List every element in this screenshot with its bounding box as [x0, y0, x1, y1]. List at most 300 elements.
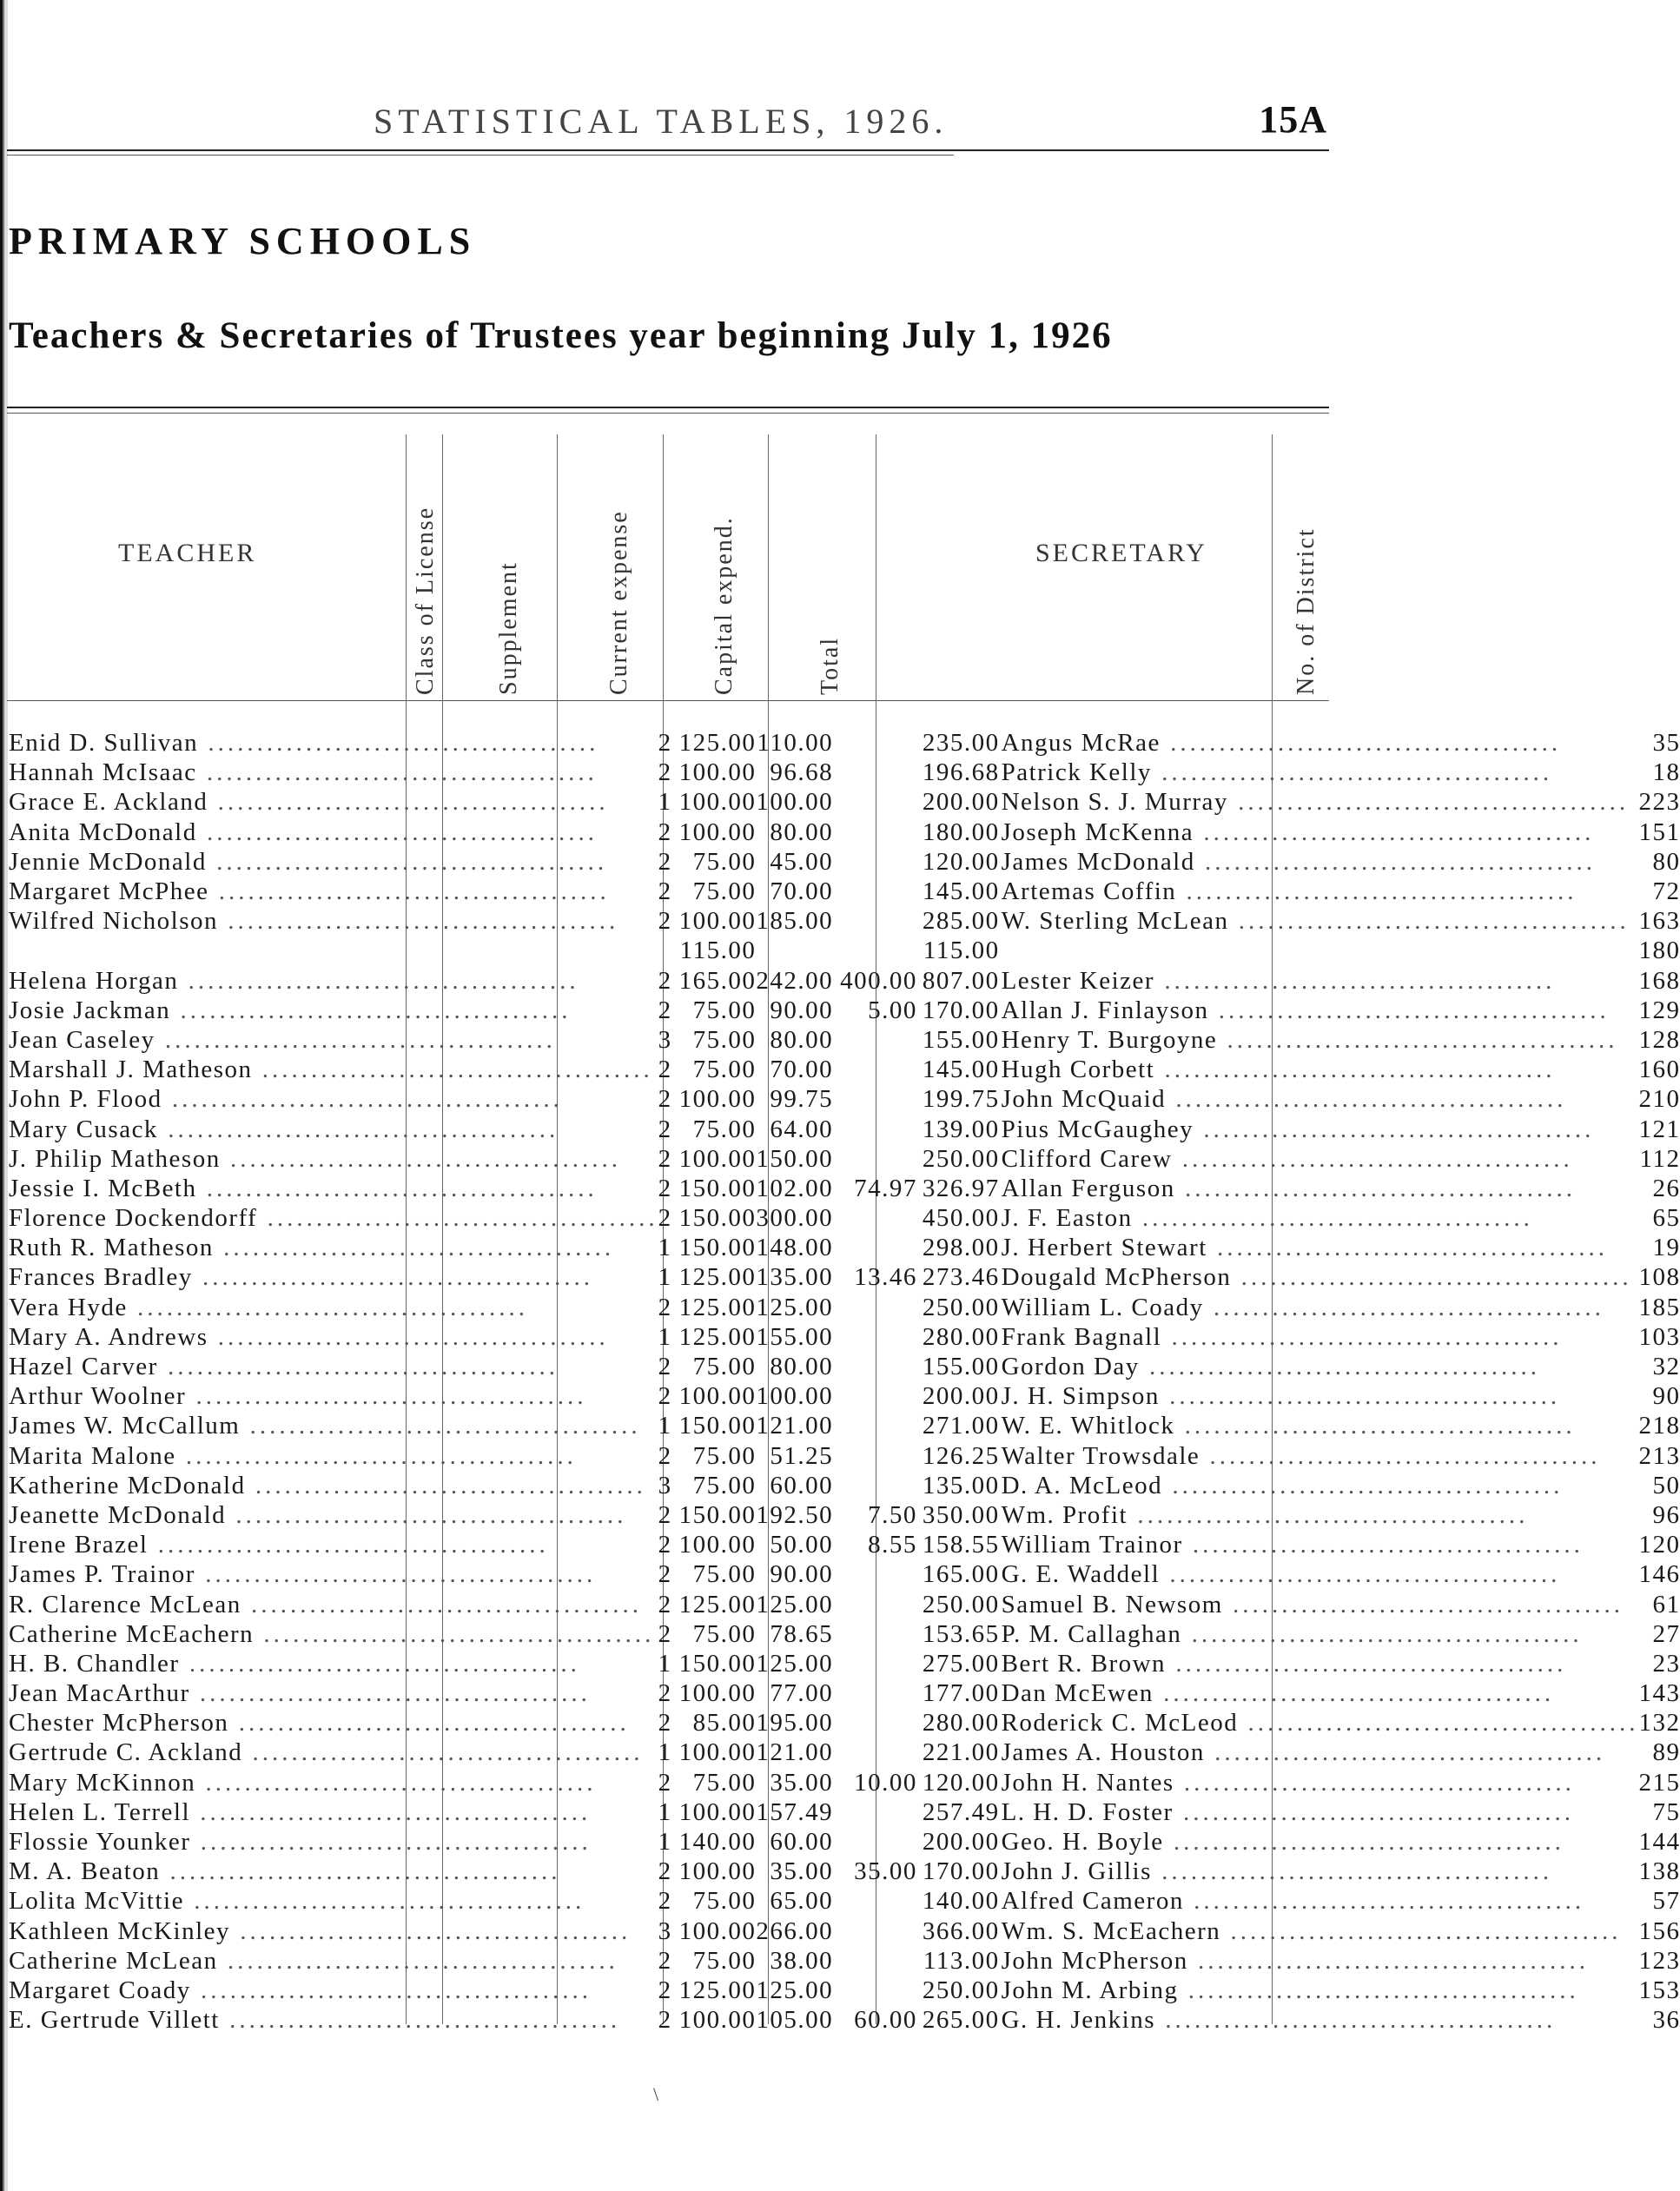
cell-secretary: [1000, 758, 1639, 787]
cell-secretary-text: G. H. Jenkins: [1001, 2006, 1155, 2035]
cell-capital-expend: [840, 906, 923, 936]
dot-leader: ........................................: [254, 1619, 655, 1648]
table-row: [9, 1114, 1680, 1143]
cell-current-expense-text: 90.00: [770, 1560, 834, 1589]
cell-current-expense-text: 35.00: [770, 1768, 834, 1797]
cell-district: [1638, 1678, 1680, 1708]
dot-leader: ........................................: [1151, 1857, 1553, 1886]
cell-class-of-license: [658, 1649, 679, 1678]
cell-district-text: 160: [1638, 1056, 1680, 1084]
cell-secretary-text: Dougald McPherson: [1001, 1263, 1232, 1292]
cell-secretary: [1000, 1144, 1639, 1174]
dot-leader: ........................................: [240, 1412, 641, 1440]
cell-class-of-license: [658, 1203, 679, 1233]
cell-total-text: 155.00: [922, 1025, 1000, 1054]
cell-total: [923, 1114, 1000, 1143]
cell-class-of-license-text: 2: [658, 1946, 672, 1975]
cell-current-expense-text: 50.00: [770, 1531, 834, 1559]
cell-district: [1638, 1857, 1680, 1886]
cell-capital-expend-text: 5.00: [868, 996, 917, 1024]
dot-leader: ........................................: [189, 1679, 591, 1708]
cell-current-expense-text: 121.00: [756, 1738, 834, 1767]
cell-capital-expend: [840, 1708, 923, 1738]
cell-district: [1638, 1530, 1680, 1559]
dot-leader: ........................................: [219, 2006, 621, 2035]
cell-class-of-license-text: 2: [658, 1500, 672, 1529]
cell-teacher-text: Anita McDonald: [9, 817, 197, 846]
cell-class-of-license-text: 2: [658, 1144, 672, 1173]
cell-class-of-license-text: 2: [658, 996, 672, 1024]
cell-district-text: 153: [1638, 1976, 1680, 2004]
cell-total-text: 235.00: [922, 729, 1000, 758]
cell-supplement: [679, 906, 757, 936]
cell-supplement: [679, 787, 757, 817]
cell-secretary: [1000, 1084, 1639, 1114]
cell-current-expense: [756, 1738, 840, 1767]
cell-secretary-text: John McQuaid: [1001, 1085, 1167, 1114]
cell-supplement-text: 75.00: [692, 1560, 757, 1589]
cell-district-text: 163: [1638, 907, 1680, 936]
cell-current-expense-text: 78.65: [770, 1619, 834, 1648]
cell-supplement-text: 100.00: [678, 1085, 757, 1114]
cell-class-of-license: [658, 1559, 679, 1589]
cell-teacher: [9, 1797, 658, 1827]
cell-current-expense: [756, 966, 840, 996]
cell-class-of-license: [658, 1619, 679, 1649]
cell-teacher-text: Margaret McPhee: [9, 877, 209, 906]
cell-supplement: [679, 1471, 757, 1500]
cell-current-expense-text: 64.00: [770, 1115, 834, 1143]
cell-supplement: [679, 1708, 757, 1738]
dot-leader: ........................................: [213, 1234, 615, 1262]
cell-teacher: [9, 2005, 658, 2035]
cell-teacher: [9, 1559, 658, 1589]
dot-leader: ........................................: [1154, 1056, 1556, 1084]
cell-supplement: [679, 877, 757, 906]
cell-supplement-text: 125.00: [678, 729, 757, 758]
dot-leader: ........................................: [245, 1471, 646, 1499]
dot-leader: ........................................: [1166, 1085, 1567, 1114]
cell-supplement: [679, 1649, 757, 1678]
cell-supplement-text: 150.00: [678, 1234, 757, 1262]
cell-current-expense: [756, 787, 840, 817]
table-row: [9, 1233, 1680, 1262]
dot-leader: ........................................: [195, 1560, 597, 1589]
teachers-table: [9, 728, 1680, 2035]
cell-secretary: [1000, 1471, 1639, 1500]
dot-leader: ........................................: [1151, 758, 1553, 787]
cell-capital-expend: [840, 1471, 923, 1500]
cell-capital-expend: [840, 1114, 923, 1143]
cell-district-text: 61: [1652, 1590, 1680, 1618]
cell-class-of-license: [658, 936, 679, 965]
cell-class-of-license: [658, 966, 679, 996]
cell-teacher-text: Flossie Younker: [9, 1828, 191, 1857]
table-row: [9, 936, 1680, 965]
cell-class-of-license-text: 3: [658, 1471, 672, 1499]
header-rule-thin: [7, 155, 954, 156]
cell-teacher: [9, 1203, 658, 1233]
cell-total-text: 200.00: [922, 1382, 1000, 1411]
cell-class-of-license-text: 2: [658, 1768, 672, 1797]
cell-current-expense: [756, 1619, 840, 1649]
cell-district: [1638, 1322, 1680, 1352]
cell-total-text: 250.00: [922, 1144, 1000, 1173]
cell-supplement-text: 125.00: [678, 1263, 757, 1292]
cell-supplement: [679, 1797, 757, 1827]
cell-supplement-text: 100.00: [678, 788, 757, 817]
cell-total: [923, 2005, 1000, 2035]
cell-district-text: 50: [1652, 1471, 1680, 1499]
cell-class-of-license: [658, 1114, 679, 1143]
cell-capital-expend-text: 35.00: [854, 1857, 917, 1886]
cell-secretary: [1000, 1174, 1639, 1203]
cell-supplement: [679, 817, 757, 847]
cell-total: [923, 847, 1000, 877]
cell-teacher-text: Catherine McEachern: [9, 1619, 255, 1648]
cell-capital-expend: [840, 1738, 923, 1767]
cell-teacher-text: R. Clarence McLean: [9, 1590, 241, 1618]
cell-supplement-text: 150.00: [678, 1500, 757, 1529]
cell-teacher-text: Mary Cusack: [9, 1115, 158, 1143]
table-row: [9, 1471, 1680, 1500]
cell-supplement-text: 100.00: [678, 817, 757, 846]
dot-leader: ........................................: [127, 1293, 528, 1321]
cell-supplement: [679, 1203, 757, 1233]
cell-current-expense-text: 125.00: [756, 1976, 834, 2004]
cell-class-of-license: [658, 1827, 679, 1857]
cell-teacher: [9, 906, 658, 936]
cell-secretary-text: John M. Arbing: [1001, 1976, 1179, 2004]
cell-capital-expend: [840, 996, 923, 1025]
cell-current-expense-text: 96.68: [770, 758, 834, 787]
cell-current-expense: [756, 1530, 840, 1559]
cell-secretary-text: Roderick C. McLeod: [1001, 1709, 1239, 1738]
header-bottom-rule: [7, 700, 1329, 701]
cell-supplement-text: 100.00: [678, 1738, 757, 1767]
cell-supplement: [679, 1886, 757, 1916]
cell-class-of-license-text: 2: [658, 1560, 672, 1589]
cell-class-of-license-text: 1: [658, 1738, 672, 1767]
dot-leader: ........................................: [183, 1887, 585, 1916]
cell-current-expense: [756, 1976, 840, 2005]
dot-leader: ........................................: [1217, 1025, 1618, 1054]
cell-total-text: 273.46: [922, 1263, 1000, 1292]
dot-leader: ........................................: [220, 1144, 621, 1173]
cell-secretary: [1000, 1322, 1639, 1352]
cell-district-text: 128: [1638, 1025, 1680, 1054]
cell-teacher: [9, 1976, 658, 2005]
cell-secretary-text: Bert R. Brown: [1001, 1649, 1167, 1678]
cell-secretary-text: Angus McRae: [1001, 729, 1161, 758]
cell-supplement-text: 150.00: [678, 1174, 757, 1202]
subtitle: Teachers & Secretaries of Trustees year beginning July 1, 1926: [9, 315, 1113, 356]
page-number: 15A: [1259, 98, 1327, 141]
cell-teacher-text: Grace E. Ackland: [9, 788, 208, 817]
cell-secretary: [1000, 728, 1639, 758]
cell-teacher-text: Hannah McIsaac: [9, 758, 197, 787]
cell-secretary-text: Henry T. Burgoyne: [1001, 1025, 1218, 1054]
cell-teacher-text: E. Gertrude Villett: [9, 2006, 220, 2035]
cell-teacher: [9, 1114, 658, 1143]
dot-leader: ........................................: [196, 1174, 598, 1202]
cell-secretary-text: Allan Ferguson: [1001, 1174, 1175, 1202]
cell-capital-expend: [840, 1589, 923, 1618]
cell-secretary: [1000, 1411, 1639, 1440]
cell-teacher: [9, 1500, 658, 1530]
cell-supplement: [679, 1025, 757, 1055]
cell-class-of-license-text: 2: [658, 1056, 672, 1084]
cell-teacher-text: Lolita McVittie: [9, 1887, 184, 1916]
cell-supplement: [679, 1174, 757, 1203]
cell-district-text: 103: [1638, 1322, 1680, 1351]
cell-secretary-text: L. H. D. Foster: [1001, 1797, 1174, 1826]
header-rule: [7, 149, 1329, 151]
cell-total: [923, 1886, 1000, 1916]
cell-class-of-license-text: 1: [658, 1234, 672, 1262]
cell-supplement: [679, 728, 757, 758]
cell-district-text: 144: [1638, 1828, 1680, 1857]
cell-secretary-text: Gordon Day: [1001, 1353, 1140, 1381]
cell-secretary-text: John H. Nantes: [1001, 1768, 1174, 1797]
cell-capital-expend: [840, 1857, 923, 1886]
cell-capital-expend: [840, 1797, 923, 1827]
dot-leader: ........................................: [1176, 877, 1577, 906]
cell-total-text: 200.00: [922, 788, 1000, 817]
cell-secretary: [1000, 787, 1639, 817]
cell-capital-expend: [840, 1619, 923, 1649]
cell-district-text: 80: [1652, 847, 1680, 876]
cell-class-of-license: [658, 1293, 679, 1322]
dot-leader: ........................................: [1154, 966, 1556, 995]
cell-total-text: 265.00: [922, 2006, 1000, 2035]
cell-district-text: 129: [1638, 996, 1680, 1024]
cell-supplement: [679, 1559, 757, 1589]
cell-capital-expend: [840, 1203, 923, 1233]
dot-leader: ........................................: [1194, 847, 1596, 876]
cell-capital-expend: [840, 1381, 923, 1411]
cell-current-expense-text: 155.00: [756, 1322, 834, 1351]
cell-secretary: [1000, 936, 1639, 965]
cell-district: [1638, 1649, 1680, 1678]
cell-total-text: 271.00: [922, 1412, 1000, 1440]
dot-leader: ........................................: [1128, 1500, 1529, 1529]
cell-current-expense: [756, 1678, 840, 1708]
cell-teacher: [9, 1530, 658, 1559]
cell-total-text: 180.00: [922, 817, 1000, 846]
cell-capital-expend: [840, 1293, 923, 1322]
table-row: [9, 1916, 1680, 1946]
cell-current-expense-text: 150.00: [756, 1144, 834, 1173]
cell-total: [923, 787, 1000, 817]
table-row: [9, 966, 1680, 996]
cell-current-expense: [756, 1144, 840, 1174]
cell-class-of-license: [658, 2005, 679, 2035]
cell-current-expense-text: 90.00: [770, 996, 834, 1024]
cell-district: [1638, 877, 1680, 906]
cell-class-of-license: [658, 1678, 679, 1708]
cell-total-text: 285.00: [922, 907, 1000, 936]
column-header-current-expense: Current expense: [605, 510, 632, 695]
cell-total: [923, 1233, 1000, 1262]
cell-total-text: 170.00: [922, 996, 1000, 1024]
cell-class-of-license-text: 2: [658, 1709, 672, 1738]
dot-leader: ........................................: [1174, 1412, 1576, 1440]
table-row: [9, 877, 1680, 906]
table-row: [9, 1352, 1680, 1381]
cell-total: [923, 1084, 1000, 1114]
cell-secretary: [1000, 1678, 1639, 1708]
cell-district-text: 32: [1652, 1353, 1680, 1381]
cell-total-text: 250.00: [922, 1590, 1000, 1618]
dot-leader: ........................................: [206, 847, 608, 876]
cell-teacher: [9, 1411, 658, 1440]
cell-secretary-text: J. Herbert Stewart: [1001, 1234, 1207, 1262]
cell-secretary: [1000, 1827, 1639, 1857]
table-row: [9, 1946, 1680, 1976]
cell-capital-expend: [840, 728, 923, 758]
cell-teacher: [9, 1738, 658, 1767]
cell-supplement-text: 75.00: [692, 1471, 757, 1499]
cell-class-of-license: [658, 906, 679, 936]
cell-total: [923, 1025, 1000, 1055]
cell-teacher-text: Mary McKinnon: [9, 1768, 196, 1797]
cell-district-text: 156: [1638, 1916, 1680, 1945]
cell-district: [1638, 1293, 1680, 1322]
cell-capital-expend: [840, 936, 923, 965]
cell-district-text: 121: [1638, 1115, 1680, 1143]
cell-total-text: 135.00: [922, 1471, 1000, 1499]
cell-district-text: 23: [1652, 1649, 1680, 1678]
cell-supplement-text: 100.00: [678, 907, 757, 936]
cell-class-of-license: [658, 1857, 679, 1886]
cell-total: [923, 1381, 1000, 1411]
cell-secretary-text: D. A. McLeod: [1001, 1471, 1163, 1499]
cell-teacher-text: Hazel Carver: [9, 1353, 158, 1381]
cell-total-text: 120.00: [922, 847, 1000, 876]
cell-total: [923, 1976, 1000, 2005]
cell-class-of-license: [658, 996, 679, 1025]
cell-total-text: 257.49: [922, 1797, 1000, 1826]
cell-class-of-license: [658, 1976, 679, 2005]
cell-teacher: [9, 1262, 658, 1292]
cell-supplement: [679, 1946, 757, 1976]
dot-leader: ........................................: [196, 758, 598, 787]
table-row: [9, 1708, 1680, 1738]
cell-district: [1638, 1471, 1680, 1500]
dot-leader: ........................................: [160, 1857, 561, 1886]
cell-class-of-license: [658, 1262, 679, 1292]
cell-total: [923, 1352, 1000, 1381]
cell-district-text: 36: [1652, 2006, 1680, 2035]
cell-current-expense-text: 70.00: [770, 877, 834, 906]
cell-teacher-text: Helen L. Terrell: [9, 1797, 191, 1826]
cell-class-of-license-text: 3: [658, 1916, 672, 1945]
cell-teacher-text: Irene Brazel: [9, 1531, 149, 1559]
table-row: [9, 1768, 1680, 1797]
cell-teacher: [9, 1352, 658, 1381]
cell-total: [923, 1174, 1000, 1203]
cell-current-expense-text: 105.00: [756, 2006, 834, 2035]
cell-current-expense-text: 125.00: [756, 1293, 834, 1321]
cell-supplement-text: 75.00: [692, 1619, 757, 1648]
cell-secretary: [1000, 1293, 1639, 1322]
table-row: [9, 1738, 1680, 1767]
table-row: [9, 758, 1680, 787]
cell-class-of-license: [658, 1441, 679, 1471]
cell-teacher: [9, 787, 658, 817]
cell-district-text: 72: [1652, 877, 1680, 906]
dot-leader: ........................................: [252, 1056, 653, 1084]
cell-supplement-text: 75.00: [692, 877, 757, 906]
cell-supplement-text: 125.00: [678, 1590, 757, 1618]
cell-district-text: 143: [1638, 1679, 1680, 1708]
cell-district-text: 215: [1638, 1768, 1680, 1797]
cell-secretary-text: Lester Keizer: [1001, 966, 1155, 995]
cell-total: [923, 1559, 1000, 1589]
cell-current-expense-text: 38.00: [770, 1946, 834, 1975]
cell-capital-expend: [840, 817, 923, 847]
cell-supplement-text: 125.00: [678, 1293, 757, 1321]
cell-total: [923, 758, 1000, 787]
dot-leader: ........................................: [175, 1441, 577, 1470]
cell-district: [1638, 728, 1680, 758]
cell-class-of-license-text: 2: [658, 877, 672, 906]
cell-district: [1638, 1144, 1680, 1174]
table-body: [9, 728, 1680, 2035]
dot-leader: ........................................: [1187, 1946, 1589, 1975]
cell-capital-expend: [840, 1322, 923, 1352]
cell-district-text: 57: [1652, 1887, 1680, 1916]
cell-secretary-text: Hugh Corbett: [1001, 1056, 1155, 1084]
cell-district-text: 123: [1638, 1946, 1680, 1975]
cell-total-text: 120.00: [922, 1768, 1000, 1797]
cell-district-text: 19: [1652, 1234, 1680, 1262]
cell-capital-expend: [840, 1768, 923, 1797]
cell-supplement-text: 75.00: [692, 1946, 757, 1975]
cell-supplement: [679, 1768, 757, 1797]
cell-teacher: [9, 1055, 658, 1084]
cell-teacher: [9, 1441, 658, 1471]
cell-total: [923, 1144, 1000, 1174]
cell-current-expense: [756, 1084, 840, 1114]
cell-current-expense-text: 125.00: [756, 1649, 834, 1678]
cell-current-expense: [756, 1500, 840, 1530]
cell-teacher: [9, 1916, 658, 1946]
cell-teacher: [9, 1886, 658, 1916]
cell-teacher: [9, 728, 658, 758]
cell-class-of-license: [658, 1381, 679, 1411]
cell-class-of-license-text: 2: [658, 1115, 672, 1143]
cell-total-text: 807.00: [922, 966, 1000, 995]
cell-capital-expend: [840, 1678, 923, 1708]
cell-current-expense-text: 35.00: [770, 1857, 834, 1886]
cell-class-of-license-text: 2: [658, 907, 672, 936]
cell-class-of-license-text: 2: [658, 1085, 672, 1114]
cell-total-text: 170.00: [922, 1857, 1000, 1886]
table-row: [9, 787, 1680, 817]
cell-secretary-text: Samuel B. Newsom: [1001, 1590, 1223, 1618]
cell-capital-expend-text: 8.55: [868, 1531, 917, 1559]
cell-teacher-text: John P. Flood: [9, 1085, 162, 1114]
cell-supplement-text: 75.00: [692, 1887, 757, 1916]
cell-capital-expend: [840, 966, 923, 996]
cell-supplement: [679, 1619, 757, 1649]
cell-class-of-license: [658, 877, 679, 906]
dot-leader: ........................................: [1203, 1293, 1604, 1321]
cell-class-of-license-text: 2: [658, 1353, 672, 1381]
cell-teacher: [9, 1589, 658, 1618]
